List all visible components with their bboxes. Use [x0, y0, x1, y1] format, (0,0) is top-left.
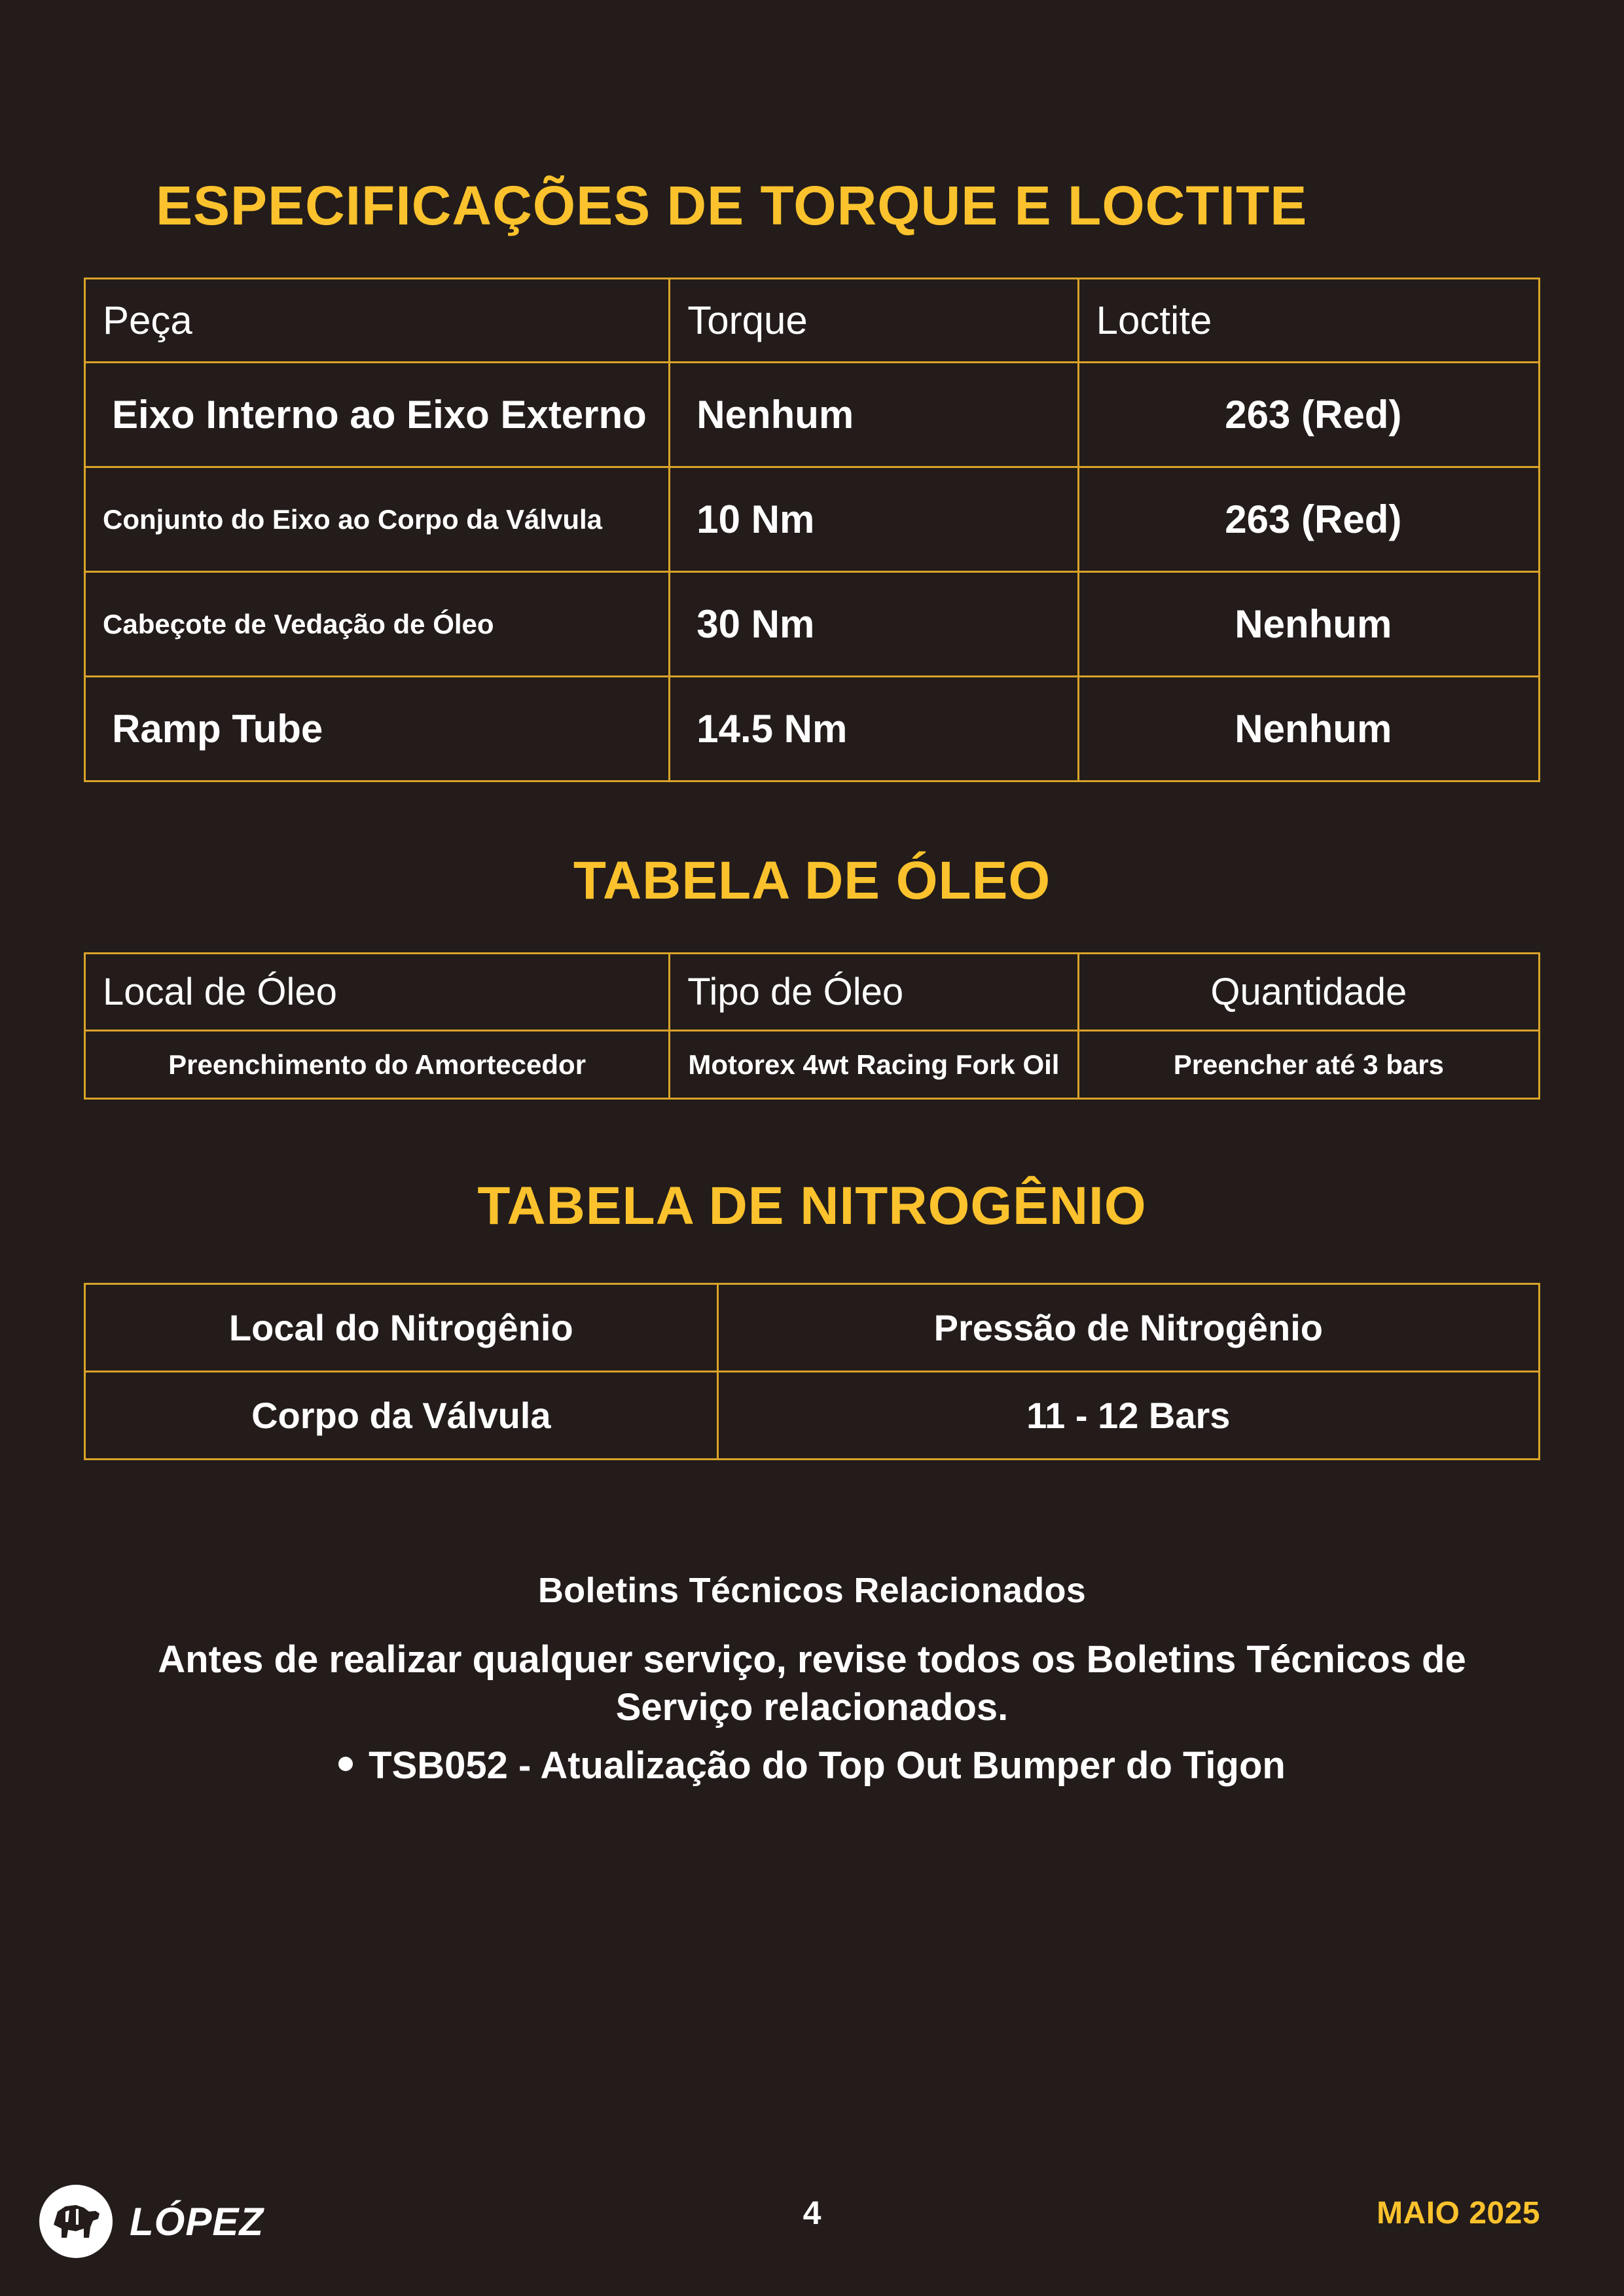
torque-section-title: ESPECIFICAÇÕES DE TORQUE E LOCTITE — [156, 175, 1308, 236]
bulletins-list — [84, 1741, 1540, 1790]
table-header-row — [85, 1284, 1540, 1372]
nitrogen-table — [84, 1283, 1540, 1460]
bulletins-heading: Boletins Técnicos Relacionados — [537, 1571, 1087, 1611]
column-header-torque: Torque — [670, 279, 1078, 363]
table-row — [85, 677, 1540, 781]
related-bulletins-section — [84, 1570, 1540, 1790]
cell-torque: 10 Nm — [670, 467, 1078, 572]
oil-table-wrapper — [84, 952, 1540, 1100]
cell-torque: Nenhum — [670, 363, 1078, 467]
cell-part: Ramp Tube — [85, 677, 670, 781]
cell-oil-quantity: Preencher até 3 bars — [1078, 1031, 1539, 1099]
table-header-row — [85, 279, 1540, 363]
brand-name-label: LÓPEZ — [130, 2199, 264, 2244]
column-header-quantity: Quantidade — [1078, 954, 1539, 1031]
nitrogen-table-wrapper — [84, 1283, 1540, 1460]
cell-part: Eixo Interno ao Eixo Externo — [85, 363, 670, 467]
table-row — [85, 363, 1540, 467]
cell-n2-location: Corpo da Válvula — [85, 1372, 718, 1460]
cell-oil-location: Preenchimento do Amortecedor — [85, 1031, 670, 1099]
cell-loctite: 263 (Red) — [1078, 363, 1539, 467]
table-row — [85, 467, 1540, 572]
cell-n2-pressure: 11 - 12 Bars — [717, 1372, 1539, 1460]
cell-oil-type: Motorex 4wt Racing Fork Oil — [670, 1031, 1078, 1099]
list-item — [84, 1741, 1540, 1790]
column-header-loctite: Loctite — [1078, 279, 1539, 363]
column-header-n2-pressure: Pressão de Nitrogênio — [717, 1284, 1539, 1372]
column-header-oil-type: Tipo de Óleo — [670, 954, 1078, 1031]
cell-part: Cabeçote de Vedação de Óleo — [85, 572, 670, 677]
table-row — [85, 1372, 1540, 1460]
cell-part: Conjunto do Eixo ao Corpo da Válvula — [85, 467, 670, 572]
cell-torque: 14.5 Nm — [670, 677, 1078, 781]
nitrogen-section-title: TABELA DE NITROGÊNIO — [477, 1176, 1147, 1236]
cell-loctite: Nenhum — [1078, 677, 1539, 781]
bulletin-item-label: TSB052 - Atualização do Top Out Bumper do Tigon — [369, 1744, 1286, 1787]
torque-table-wrapper — [84, 278, 1540, 782]
table-header-row — [85, 954, 1540, 1031]
page-number: 4 — [803, 2195, 821, 2231]
page-footer — [0, 2179, 1624, 2296]
cell-loctite: Nenhum — [1078, 572, 1539, 677]
column-header-peca: Peça — [85, 279, 670, 363]
bullet-dot-icon — [338, 1757, 353, 1771]
cell-loctite: 263 (Red) — [1078, 467, 1539, 572]
table-row — [85, 572, 1540, 677]
bulletins-body-text: Antes de realizar qualquer serviço, revise todos os Boletins Técnicos de Serviço relacionados. — [158, 1638, 1466, 1729]
oil-table — [84, 952, 1540, 1100]
cell-torque: 30 Nm — [670, 572, 1078, 677]
document-date: MAIO 2025 — [1377, 2196, 1540, 2231]
column-header-n2-location: Local do Nitrogênio — [85, 1284, 718, 1372]
torque-table — [84, 278, 1540, 782]
table-row — [85, 1031, 1540, 1099]
oil-section-title: TABELA DE ÓLEO — [573, 851, 1051, 911]
column-header-oil-location: Local de Óleo — [85, 954, 670, 1031]
